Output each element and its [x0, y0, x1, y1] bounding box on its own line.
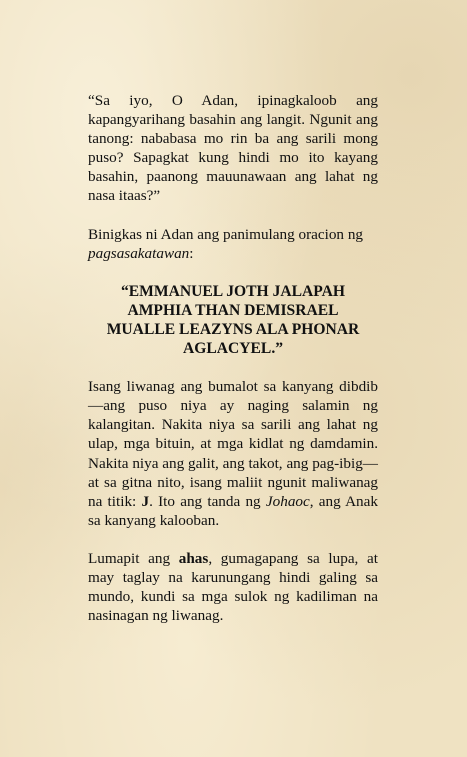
- serpent-text-b: , gumagapang sa lupa, at may taglay na karunungang hindi galing sa mundo, kundi sa mga sulok ng kadiliman na nasinagan ng liwanag.: [88, 549, 379, 625]
- ahas-bold: ahas: [178, 549, 209, 567]
- johaoc-italic: Johaoc: [265, 492, 310, 510]
- paragraph-serpent: [88, 549, 378, 625]
- invocation-line-3: MUALLE LEAZYNS ALA PHONAR: [106, 320, 360, 338]
- invocation-block: [88, 282, 378, 358]
- invocation-line-2: AMPHIA THAN DEMISRAEL: [127, 301, 339, 319]
- paragraph-quote-to-adan: “Sa iyo, O Adan, ipinagkaloob ang kapangyarihang basahin ang langit. Ngunit ang tanong: nababasa mo rin ba ang sarili mong puso? Sapagkat kung hindi mo ito kayang basahin, paanong mauunawaan ang lahat ng nasa itaas?”: [88, 92, 378, 205]
- invocation-line-4: AGLACYEL.”: [182, 340, 284, 358]
- invocation-line-1: “EMMANUEL JOTH JALAPAH: [120, 282, 346, 300]
- light-text-b: . Ito ang tanda ng: [149, 492, 266, 510]
- paragraph-oracion-intro: [88, 225, 378, 263]
- oracion-intro-italic: pagsasakatawan: [88, 244, 190, 262]
- light-text-a: Isang liwanag ang bumalot sa kanyang dibdib—ang puso niya ay naging salamin ng kalangitan. Nakita niya sa sarili ang lahat ng ulap, mga bituin, at mga kidlat ng damdamin. Nakita niya ang galit, ang takot, ang pag-ibig—at sa gitna nito, isang maliit ngunit maliwanag na titik:: [88, 378, 378, 510]
- letter-j-bold: J: [141, 492, 150, 510]
- paragraph-light-in-heart: [88, 377, 378, 530]
- serpent-text-a: Lumapit ang: [88, 549, 179, 567]
- oracion-intro-colon: :: [189, 244, 194, 262]
- text-column: [88, 91, 378, 644]
- light-text-c: , ang Anak sa kanyang kalooban.: [88, 492, 378, 529]
- oracion-intro-text: Binigkas ni Adan ang panimulang oracion ng: [88, 225, 364, 243]
